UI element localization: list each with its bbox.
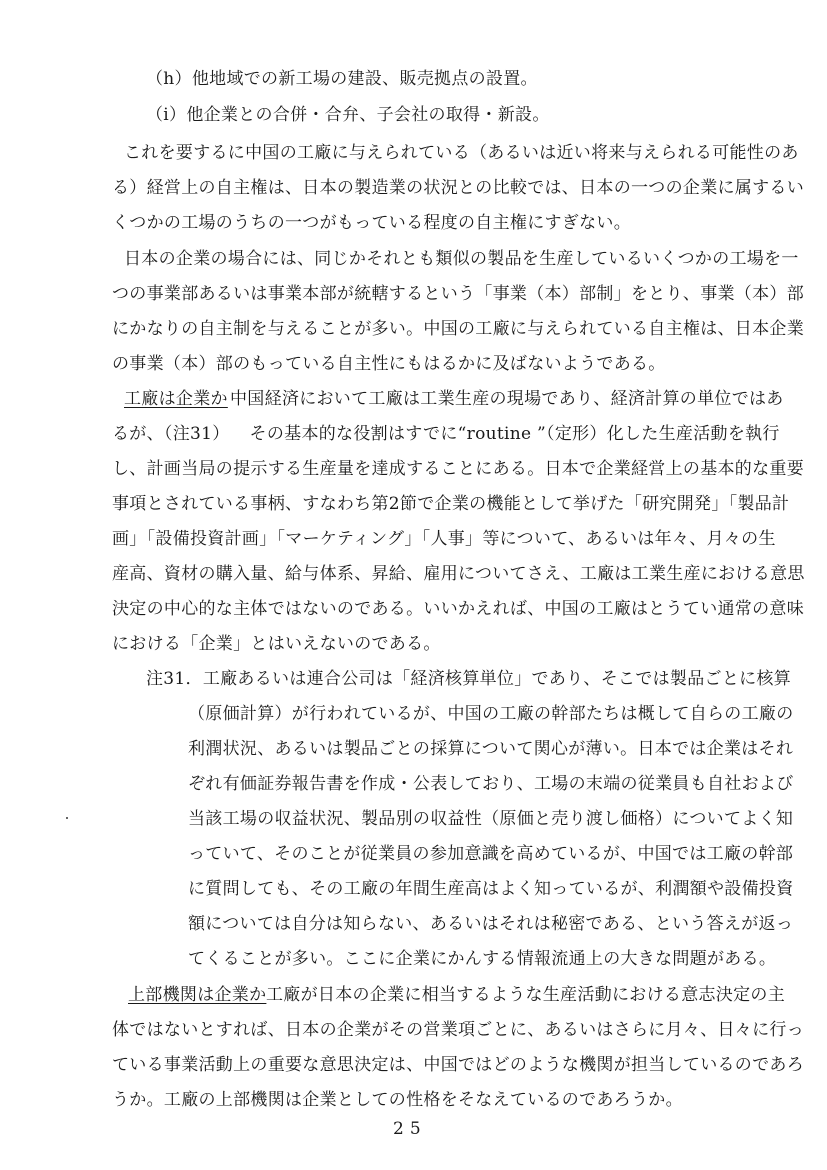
footnote-line: 当該工場の収益状況、製品別の収益性（原価と売り渡し価格）についてよく知 [188,809,794,829]
scan-speck [66,817,68,819]
paragraph-line: 体ではないとすれば、日本の企業がその営業項ごとに、あるいはさらに月々、日々に行っ [112,1020,804,1040]
paragraph-line: 日本の企業の場合には、同じかそれとも類似の製品を生産しているいくつかの工場を一 [124,249,799,269]
paragraph-line: 画」「設備投資計画」「マーケティング」「人事」等について、あるいは年々、月々の生 [112,529,776,549]
note-reference: るが、（注31） [112,424,230,444]
paragraph-line: し、計画当局の提示する生産量を達成することにある。日本で企業経営上の基本的な重要 [112,459,804,479]
paragraph-line: くつかの工場のうちの一つがもっている程度の自主権にすぎない。 [112,213,631,233]
paragraph-line: における「企業」とはいえないのである。 [112,634,441,654]
list-item-i: （i）他企業との合併・合弁、子会社の取得・新設。 [146,105,550,125]
paragraph-line: うか。工廠の上部機関は企業としての性格をそなえているのであろうか。 [112,1090,683,1110]
footnote-line: っていて、そのことが従業員の参加意識を高めているが、中国では工廠の幹部 [188,844,794,864]
paragraph-line: つの事業部あるいは事業本部が統轄するという「事業（本）部制」をとり、事業（本）部 [112,284,804,304]
paragraph-line: る）経営上の自主権は、日本の製造業の状況との比較では、日本の一つの企業に属するい [112,178,804,198]
paragraph-line: にかなりの自主制を与えることが多い。中国の工廠に与えられている自主権は、日本企業 [112,319,804,339]
footnote-line: ぞれ有価証券報告書を作成・公表しており、工場の末端の従業員も自社および [188,774,794,794]
paragraph-line: 工廠が日本の企業に相当するような生産活動における意志決定の主 [266,985,785,1005]
paragraph-line [112,423,780,445]
paragraph-line: ている事業活動上の重要な意思決定は、中国ではどのような機関が担当しているのであろ [112,1055,804,1075]
paragraph-line: 産高、資材の購入量、給与体系、昇給、雇用についてさえ、工廠は工業生産における意思 [112,564,805,584]
side-heading [124,388,228,410]
paragraph-line: 中国経済において工廠は工業生産の現場であり、経済計算の単位ではあ [230,389,784,409]
footnote-line: 額については自分は知らない、あるいはそれは秘密である、という答えが返っ [188,914,794,934]
paragraph-line: これを要するに中国の工廠に与えられている（あるいは近い将来与えられる可能性のあ [124,143,799,163]
footnote-line: 注31．工廠あるいは連合公司は「経済核算単位」であり、そこでは製品ごとに核算 [146,669,792,689]
page-number: 25 [393,1119,427,1139]
side-heading-text: 上部機関は企業か [128,985,267,1005]
paragraph-text: その基本的な役割はすでに“routine ”（定形）化した生産活動を執行 [249,424,780,444]
footnote-line: に質問しても、その工廠の年間生産高はよく知っているが、利潤額や設備投資 [188,879,794,899]
paragraph-line: 決定の中心的な主体ではないのである。いいかえれば、中国の工廠はとうてい通常の意味 [112,599,804,619]
footnote-line: 利潤状況、あるいは製品ごとの採算について関心が薄い。日本では企業はそれ [188,739,794,759]
paragraph-line: の事業（本）部のもっている自主性にもはるかに及ばないようである。 [112,354,666,374]
list-item-h: （h）他地域での新工場の建設、販売拠点の設置。 [146,69,538,89]
side-heading [128,984,266,1006]
side-heading-text: 工廠は企業か [124,389,228,409]
paragraph-line: 事項とされている事柄、すなわち第2節で企業の機能として挙げた「研究開発」「製品計 [112,494,790,514]
footnote-line: （原価計算）が行われているが、中国の工廠の幹部たちは概して自らの工廠の [188,704,794,724]
footnote-line: てくることが多い。ここに企業にかんする情報流通上の大きな問題がある。 [188,949,777,969]
